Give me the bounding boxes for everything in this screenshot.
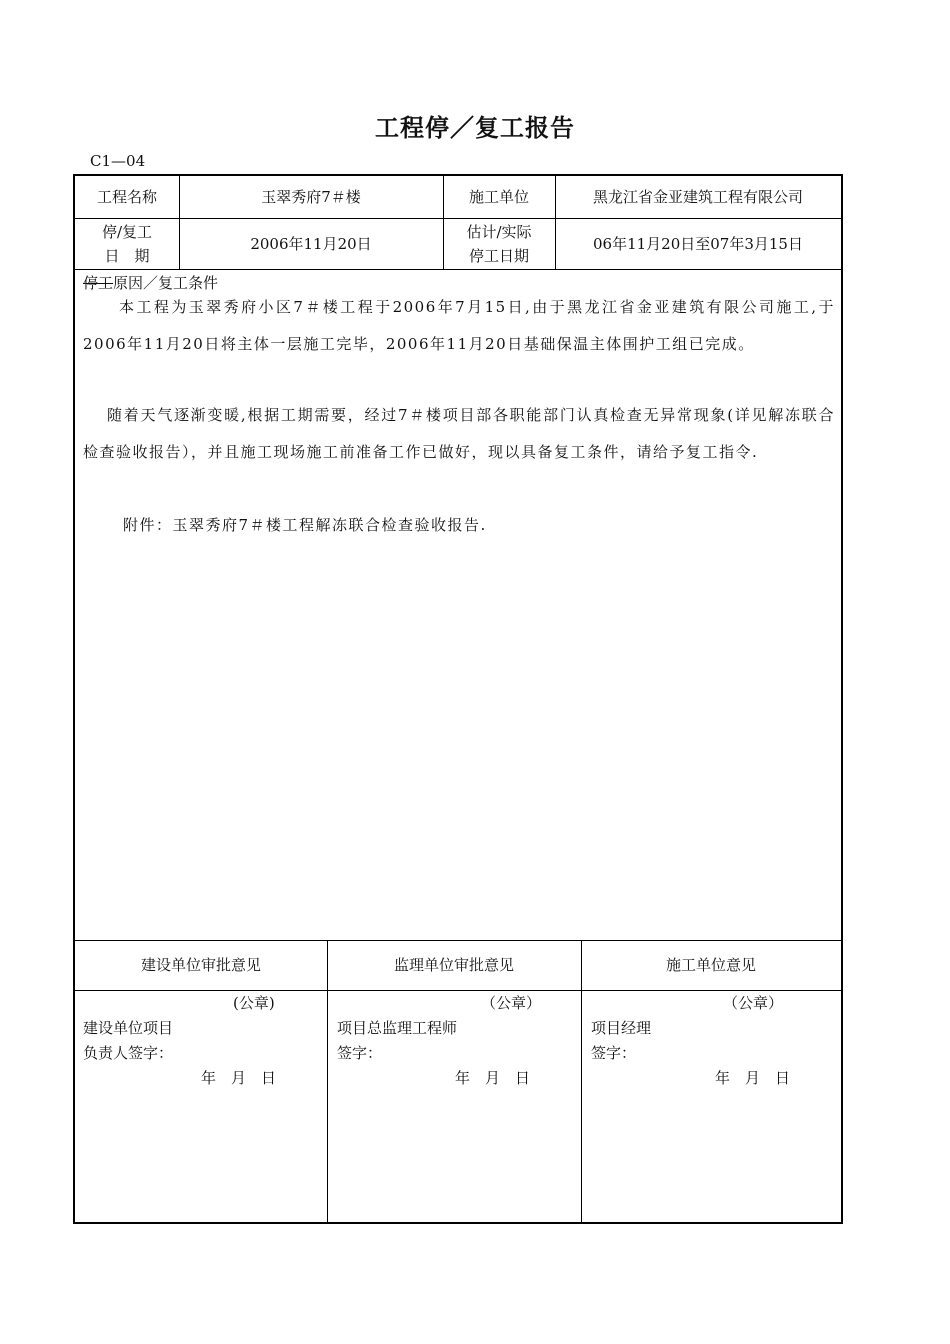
owner-signature-label: 负责人签字：: [83, 1044, 174, 1062]
page-title: 工程停／复工报告: [375, 113, 575, 142]
contractor-seal: （公章）: [723, 994, 784, 1012]
stop-period-label-line2: 停工日期: [468, 246, 529, 265]
owner-signer-title: 建设单位项目: [83, 1019, 174, 1037]
project-name-value: 玉翠秀府7＃楼: [261, 188, 361, 206]
owner-sign-date: 年 月 日: [201, 1069, 277, 1087]
contractor-opinion-header: 施工单位意见: [665, 956, 756, 974]
contractor-signer-title: 项目经理: [591, 1019, 652, 1037]
supervisor-signer-title: 项目总监理工程师: [337, 1019, 458, 1037]
reason-label-struck: 停工: [83, 274, 114, 292]
supervisor-seal: （公章）: [481, 994, 542, 1012]
contractor-sign-date: 年 月 日: [715, 1069, 791, 1087]
reason-paragraph-1: 本工程为玉翠秀府小区7＃楼工程于2006年7月15日,由于黑龙江省金亚建筑有限公司施工,于2006年11月20日将主体一层施工完毕，2006年11月20日基础保温主体围护工组已完成。: [83, 298, 835, 353]
stop-date-label-line1: 停/复工: [101, 222, 153, 241]
contractor-signature-label: 签字：: [591, 1044, 637, 1062]
supervisor-sign-date: 年 月 日: [455, 1069, 531, 1087]
owner-approval-header: 建设单位审批意见: [140, 956, 261, 974]
supervisor-approval-header: 监理单位审批意见: [393, 956, 514, 974]
stop-date-label: [75, 218, 179, 269]
form-code: C1—04: [90, 152, 146, 170]
stop-period-value: 06年11月20日至07年3月15日: [593, 234, 803, 253]
stop-date-value: 2006年11月20日: [250, 234, 372, 253]
owner-seal: (公章): [233, 994, 275, 1012]
project-name-label: 工程名称: [96, 188, 157, 206]
reason-label-rest: 原因／复工条件: [113, 274, 219, 292]
contractor-label: 施工单位: [468, 188, 529, 206]
supervisor-signature-label: 签字：: [337, 1044, 383, 1062]
contractor-value: 黑龙江省金亚建筑工程有限公司: [592, 188, 803, 206]
stop-period-label: [443, 218, 555, 269]
row-divider: [75, 269, 841, 270]
stop-date-label-line2: 日 期: [104, 246, 150, 265]
reason-paragraph-2: 随着天气逐渐变暖,根据工期需要，经过7＃楼项目部各职能部门认真检查无异常现象(详见解冻联合检查验收报告），并且施工现场施工前准备工作已做好，现以具备复工条件，请给予复工指令.: [83, 406, 835, 461]
attachment-note: 附件：玉翠秀府7＃楼工程解冻联合检查验收报告.: [123, 516, 487, 534]
stop-period-label-line1: 估计/实际: [466, 222, 532, 241]
report-form: [73, 174, 843, 1224]
